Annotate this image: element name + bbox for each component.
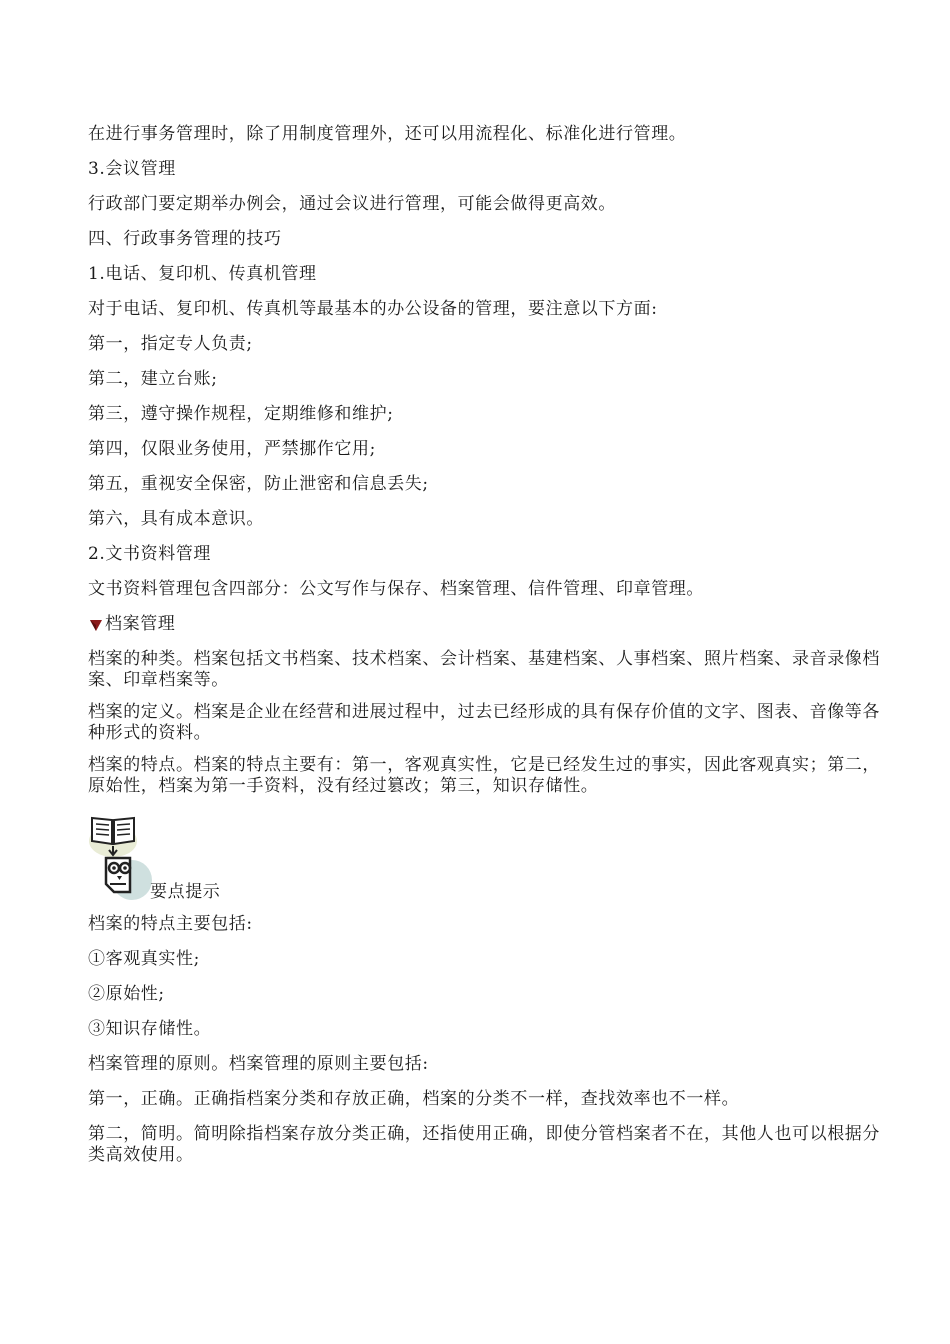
list-item: 第六，具有成本意识。 (88, 509, 264, 529)
paragraph-principle-simple: 第二，简明。简明除指档案存放分类正确，还指使用正确，即使分管档案者不在，其他人也可以根据分类高效使用。 (88, 1124, 880, 1165)
document-page (88, 124, 888, 1177)
text-line: 档案的特点主要包括: (88, 914, 253, 934)
archive-heading-label: 档案管理 (105, 614, 176, 634)
text-line: 文书资料管理包含四部分：公文写作与保存、档案管理、信件管理、印章管理。 (88, 579, 704, 599)
paragraph-archive-types: 档案的种类。档案包括文书档案、技术档案、会计档案、基建档案、人事档案、照片档案、录音录像档案、印章档案等。 (88, 649, 880, 690)
list-item: 第四，仅限业务使用，严禁挪作它用; (88, 439, 376, 459)
section-heading-meeting: 3.会议管理 (88, 159, 176, 179)
list-item: ②原始性; (88, 984, 165, 1004)
text-line: 档案管理的原则。档案管理的原则主要包括: (88, 1054, 429, 1074)
list-item: 第一，正确。正确指档案分类和存放正确，档案的分类不一样，查找效率也不一样。 (88, 1089, 740, 1109)
owl-tip-icon (100, 852, 152, 902)
text-line: 对于电话、复印机、传真机等最基本的办公设备的管理，要注意以下方面: (88, 299, 658, 319)
list-item: ①客观真实性; (88, 949, 200, 969)
red-arrow-bullet-icon (88, 617, 104, 633)
open-book-icon (88, 808, 138, 858)
text-line: 在进行事务管理时，除了用制度管理外，还可以用流程化、标准化进行管理。 (88, 124, 687, 144)
tip-label: 要点提示 (150, 882, 221, 902)
paragraph-archive-features: 档案的特点。档案的特点主要有：第一，客观真实性，它是已经发生过的事实，因此客观真实；第二，原始性，档案为第一手资料，没有经过篡改；第三，知识存储性。 (88, 755, 880, 796)
list-item: 第一，指定专人负责; (88, 334, 253, 354)
text-line: 行政部门要定期举办例会，通过会议进行管理，可能会做得更高效。 (88, 194, 616, 214)
list-item: 第二，建立台账; (88, 369, 218, 389)
archive-heading (88, 614, 175, 635)
list-item: ③知识存储性。 (88, 1019, 212, 1039)
tip-block (88, 808, 888, 904)
list-item: 第三，遵守操作规程，定期维修和维护; (88, 404, 394, 424)
list-item: 第五，重视安全保密，防止泄密和信息丢失; (88, 474, 429, 494)
section-heading-documents: 2.文书资料管理 (88, 544, 212, 564)
section-heading-skills: 四、行政事务管理的技巧 (88, 229, 282, 249)
paragraph-archive-definition: 档案的定义。档案是企业在经营和进展过程中，过去已经形成的具有保存价值的文字、图表、音像等各种形式的资料。 (88, 702, 880, 743)
section-heading-equipment: 1.电话、复印机、传真机管理 (88, 264, 317, 284)
